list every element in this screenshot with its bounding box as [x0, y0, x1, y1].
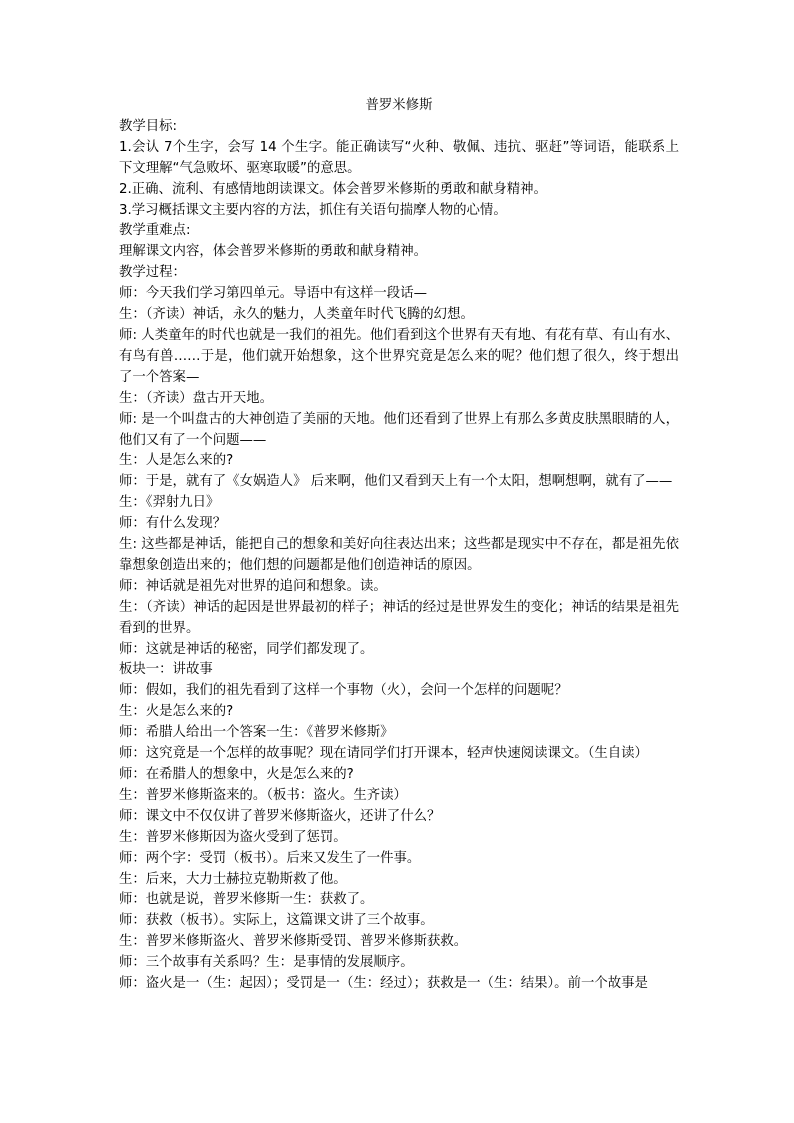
body-line: 师：有什么发现？ [119, 516, 227, 532]
section-heading: 板块一：讲故事 [119, 662, 213, 678]
body-line: 师：今天我们学习第四单元。导语中有这样一段话— [119, 286, 427, 302]
body-line: 师：也就是说，普罗米修斯一生：获救了。 [119, 892, 374, 908]
body-line: 生：后来，大力士赫拉克勒斯救了他。 [119, 871, 347, 887]
body-line: 师：这究竟是一个怎样的故事呢？现在请同学们打开课本，轻声快速阅读课文。（生自读） [119, 746, 648, 762]
body-line: 生: 这些都是神话，能把自己的想象和美好向往表达出来；这些都是现实中不存在，都是祖先依靠想象创造出来的；他们想的问题都是他们创造神话的原因。 [119, 537, 679, 573]
body-line: 生：（齐读）盘古开天地。 [119, 390, 273, 406]
body-line: 理解课文内容，体会普罗米修斯的勇敢和献身精神。 [119, 244, 427, 260]
body-line: 师：获救（板书）。实际上，这篇课文讲了三个故事。 [119, 913, 434, 929]
document-body [119, 117, 679, 995]
body-line: 生：普罗米修斯因为盗火受到了惩罚。 [119, 829, 347, 845]
body-line: 师：假如，我们的祖先看到了这样一个事物（火），会问一个怎样的问题呢？ [119, 683, 568, 699]
body-line: 师：神话就是祖先对世界的追问和想象。读。 [119, 578, 387, 594]
body-line: 教学过程： [119, 265, 186, 281]
body-line: 师：盗火是一（生：起因）；受罚是一（生：经过）；获救是一（生：结果）。前一个故事是 [119, 976, 648, 992]
body-line: 生：火是怎么来的? [119, 704, 234, 720]
document-title: 普罗米修斯 [365, 98, 433, 113]
body-line: 师：课文中不仅仅讲了普罗米修斯盗火，还讲了什么？ [119, 808, 441, 824]
body-line: 生：普罗米修斯盗来的。（板书：盗火。生齐读） [119, 787, 407, 803]
body-line: 师：于是，就有了《女娲造人》 后来啊，他们又看到天上有一个太阳，想啊想啊，就有了—— [119, 474, 673, 490]
body-line: 生：（齐读）神话的起因是世界最初的样子；神话的经过是世界发生的变化；神话的结果是祖先看到的世界。 [119, 599, 679, 636]
body-line: 师：在希腊人的想象中，火是怎么来的? [119, 767, 354, 782]
body-line: 生：人是怎么来的? [119, 453, 234, 469]
body-line: 师: 是一个叫盘古的大神创造了美丽的天地。他们还看到了世界上有那么多黄皮肤黑眼睛的人，他们又有了一个问题—— [119, 411, 679, 448]
body-line: 师：这就是神话的秘密，同学们都发现了。 [119, 641, 374, 657]
body-line: 师：希腊人给出一个答案一生：《普罗米修斯》 [119, 725, 394, 741]
body-line: 师：两个字：受罚（板书）。后来又发生了一件事。 [119, 850, 421, 866]
body-line: 生：《羿射九日》 [119, 495, 220, 511]
body-line: 生：（齐读）神话，永久的魅力，人类童年时代飞腾的幻想。 [119, 307, 474, 323]
body-line: 师: 人类童年的时代也就是一我们的祖先。他们看到这个世界有天有地、有花有草、有山有水、有鸟有兽……于是，他们就开始想象，这个世界究竟是怎么来的呢？他们想了很久，终于想出了一个答案— [119, 327, 679, 385]
body-line: 2.正确、流利、有感情地朗读课文。体会普罗米修斯的勇敢和献身精神。 [119, 181, 547, 197]
body-line: 师：三个故事有关系吗？生：是事情的发展顺序。 [119, 955, 414, 971]
body-line: 3.学习概括课文主要内容的方法，抓住有关语句揣摩人物的心情。 [119, 202, 507, 218]
body-line: 教学目标: [119, 118, 178, 134]
body-line: 1.会认 7个生字，会写 14 个生字。能正确读写“火种、敬佩、违抗、驱赶”等词语，能联系上下文理解“气急败坏、驱寒取暖”的意思。 [119, 139, 679, 176]
body-line: 生：普罗米修斯盗火、普罗米修斯受罚、普罗米修斯获救。 [119, 934, 468, 950]
document-page [119, 96, 679, 995]
body-line: 教学重难点: [119, 223, 191, 239]
